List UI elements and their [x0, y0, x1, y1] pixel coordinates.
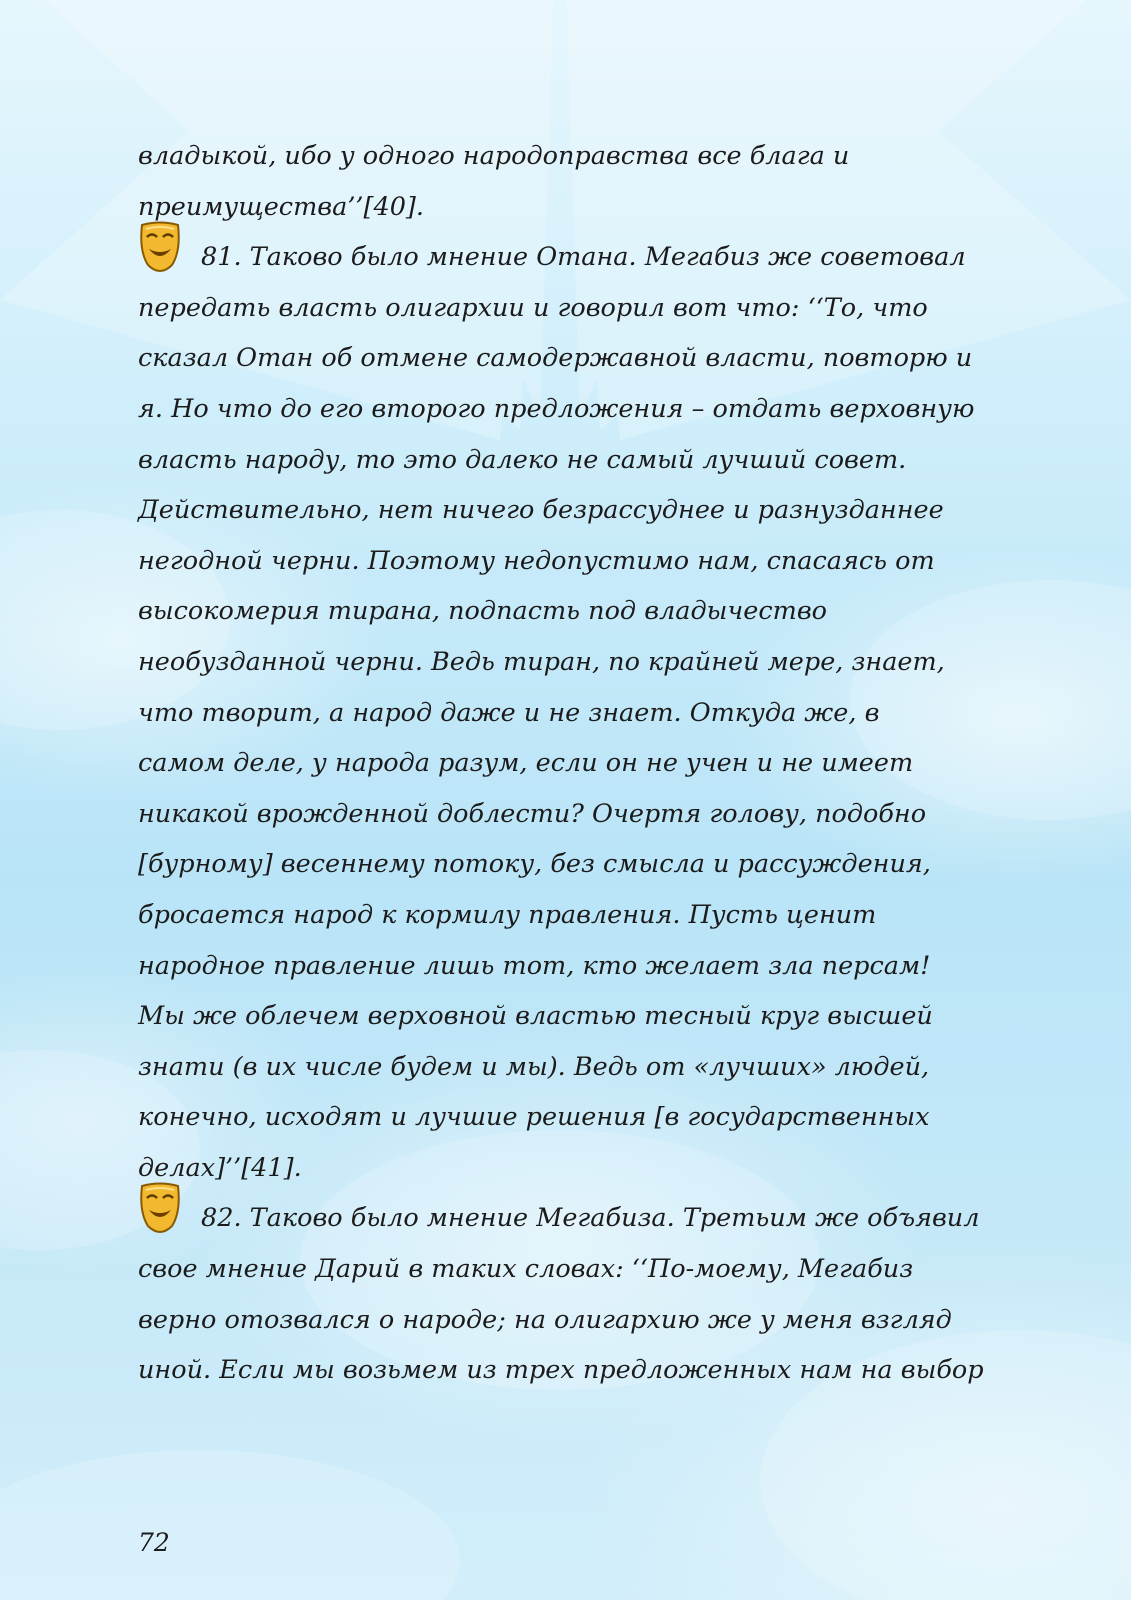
- theater-mask-icon: [138, 221, 182, 275]
- text-line: Действительно, нет ничего безрассуднее и разнузданнее: [138, 495, 944, 526]
- paragraph-81-first-line: [138, 232, 1008, 283]
- text-line: иной. Если мы возьмем из трех предложенных нам на выбор: [138, 1355, 984, 1386]
- text-line: свое мнение Дарий в таких словах: ‘‘По-моему, Мегабиз: [138, 1254, 914, 1285]
- text-line: самом деле, у народа разум, если он не учен и не имеет: [138, 748, 914, 779]
- text-line: власть народу, то это далеко не самый лучший совет.: [138, 444, 907, 475]
- page-number: 72: [138, 1528, 170, 1557]
- text-line: конечно, исходят и лучшие решения [в государственных: [138, 1102, 930, 1133]
- theater-mask-icon: [138, 1182, 182, 1236]
- text-line: [бурному] весеннему потоку, без смысла и рассуждения,: [138, 849, 931, 880]
- text-line: высокомерия тирана, подпасть под владычество: [138, 596, 828, 627]
- text-line: Мы же облечем верховной властью тесный круг высшей: [138, 1001, 933, 1032]
- text-line: владыкой, ибо у одного народоправства все блага и: [138, 141, 850, 171]
- text-line: что творит, а народ даже и не знает. Откуда же, в: [138, 697, 880, 728]
- text-line: сказал Отан об отмене самодержавной власти, повторю и: [138, 343, 973, 374]
- text-body: [138, 131, 1008, 1396]
- text-line: передать власть олигархии и говорил вот что: ‘‘То, что: [138, 292, 928, 323]
- text-line: верно отозвался о народе; на олигархию же у меня взгляд: [138, 1304, 952, 1335]
- text-line: никакой врожденной доблести? Очертя голову, подобно: [138, 798, 927, 829]
- paragraph-82-first-line: [138, 1193, 1008, 1244]
- text-line: преимущества’’[40].: [138, 191, 424, 222]
- text-line: 82. Таково было мнение Мегабиза. Третьим же объявил: [201, 1203, 980, 1234]
- text-line: я. Но что до его второго предложения – отдать верховную: [138, 393, 975, 424]
- text-line: негодной черни. Поэтому недопустимо нам, спасаясь от: [138, 545, 935, 576]
- text-line: 81. Таково было мнение Отана. Мегабиз же советовал: [201, 242, 966, 273]
- text-line: знати (в их числе будем и мы). Ведь от «лучших» людей,: [138, 1051, 930, 1082]
- text-line: народное правление лишь тот, кто желает зла персам!: [138, 950, 931, 981]
- text-line: делах]’’[41].: [138, 1152, 302, 1183]
- text-line: необузданной черни. Ведь тиран, по крайней мере, знает,: [138, 646, 945, 677]
- text-line: бросается народ к кормилу правления. Пусть ценит: [138, 899, 877, 930]
